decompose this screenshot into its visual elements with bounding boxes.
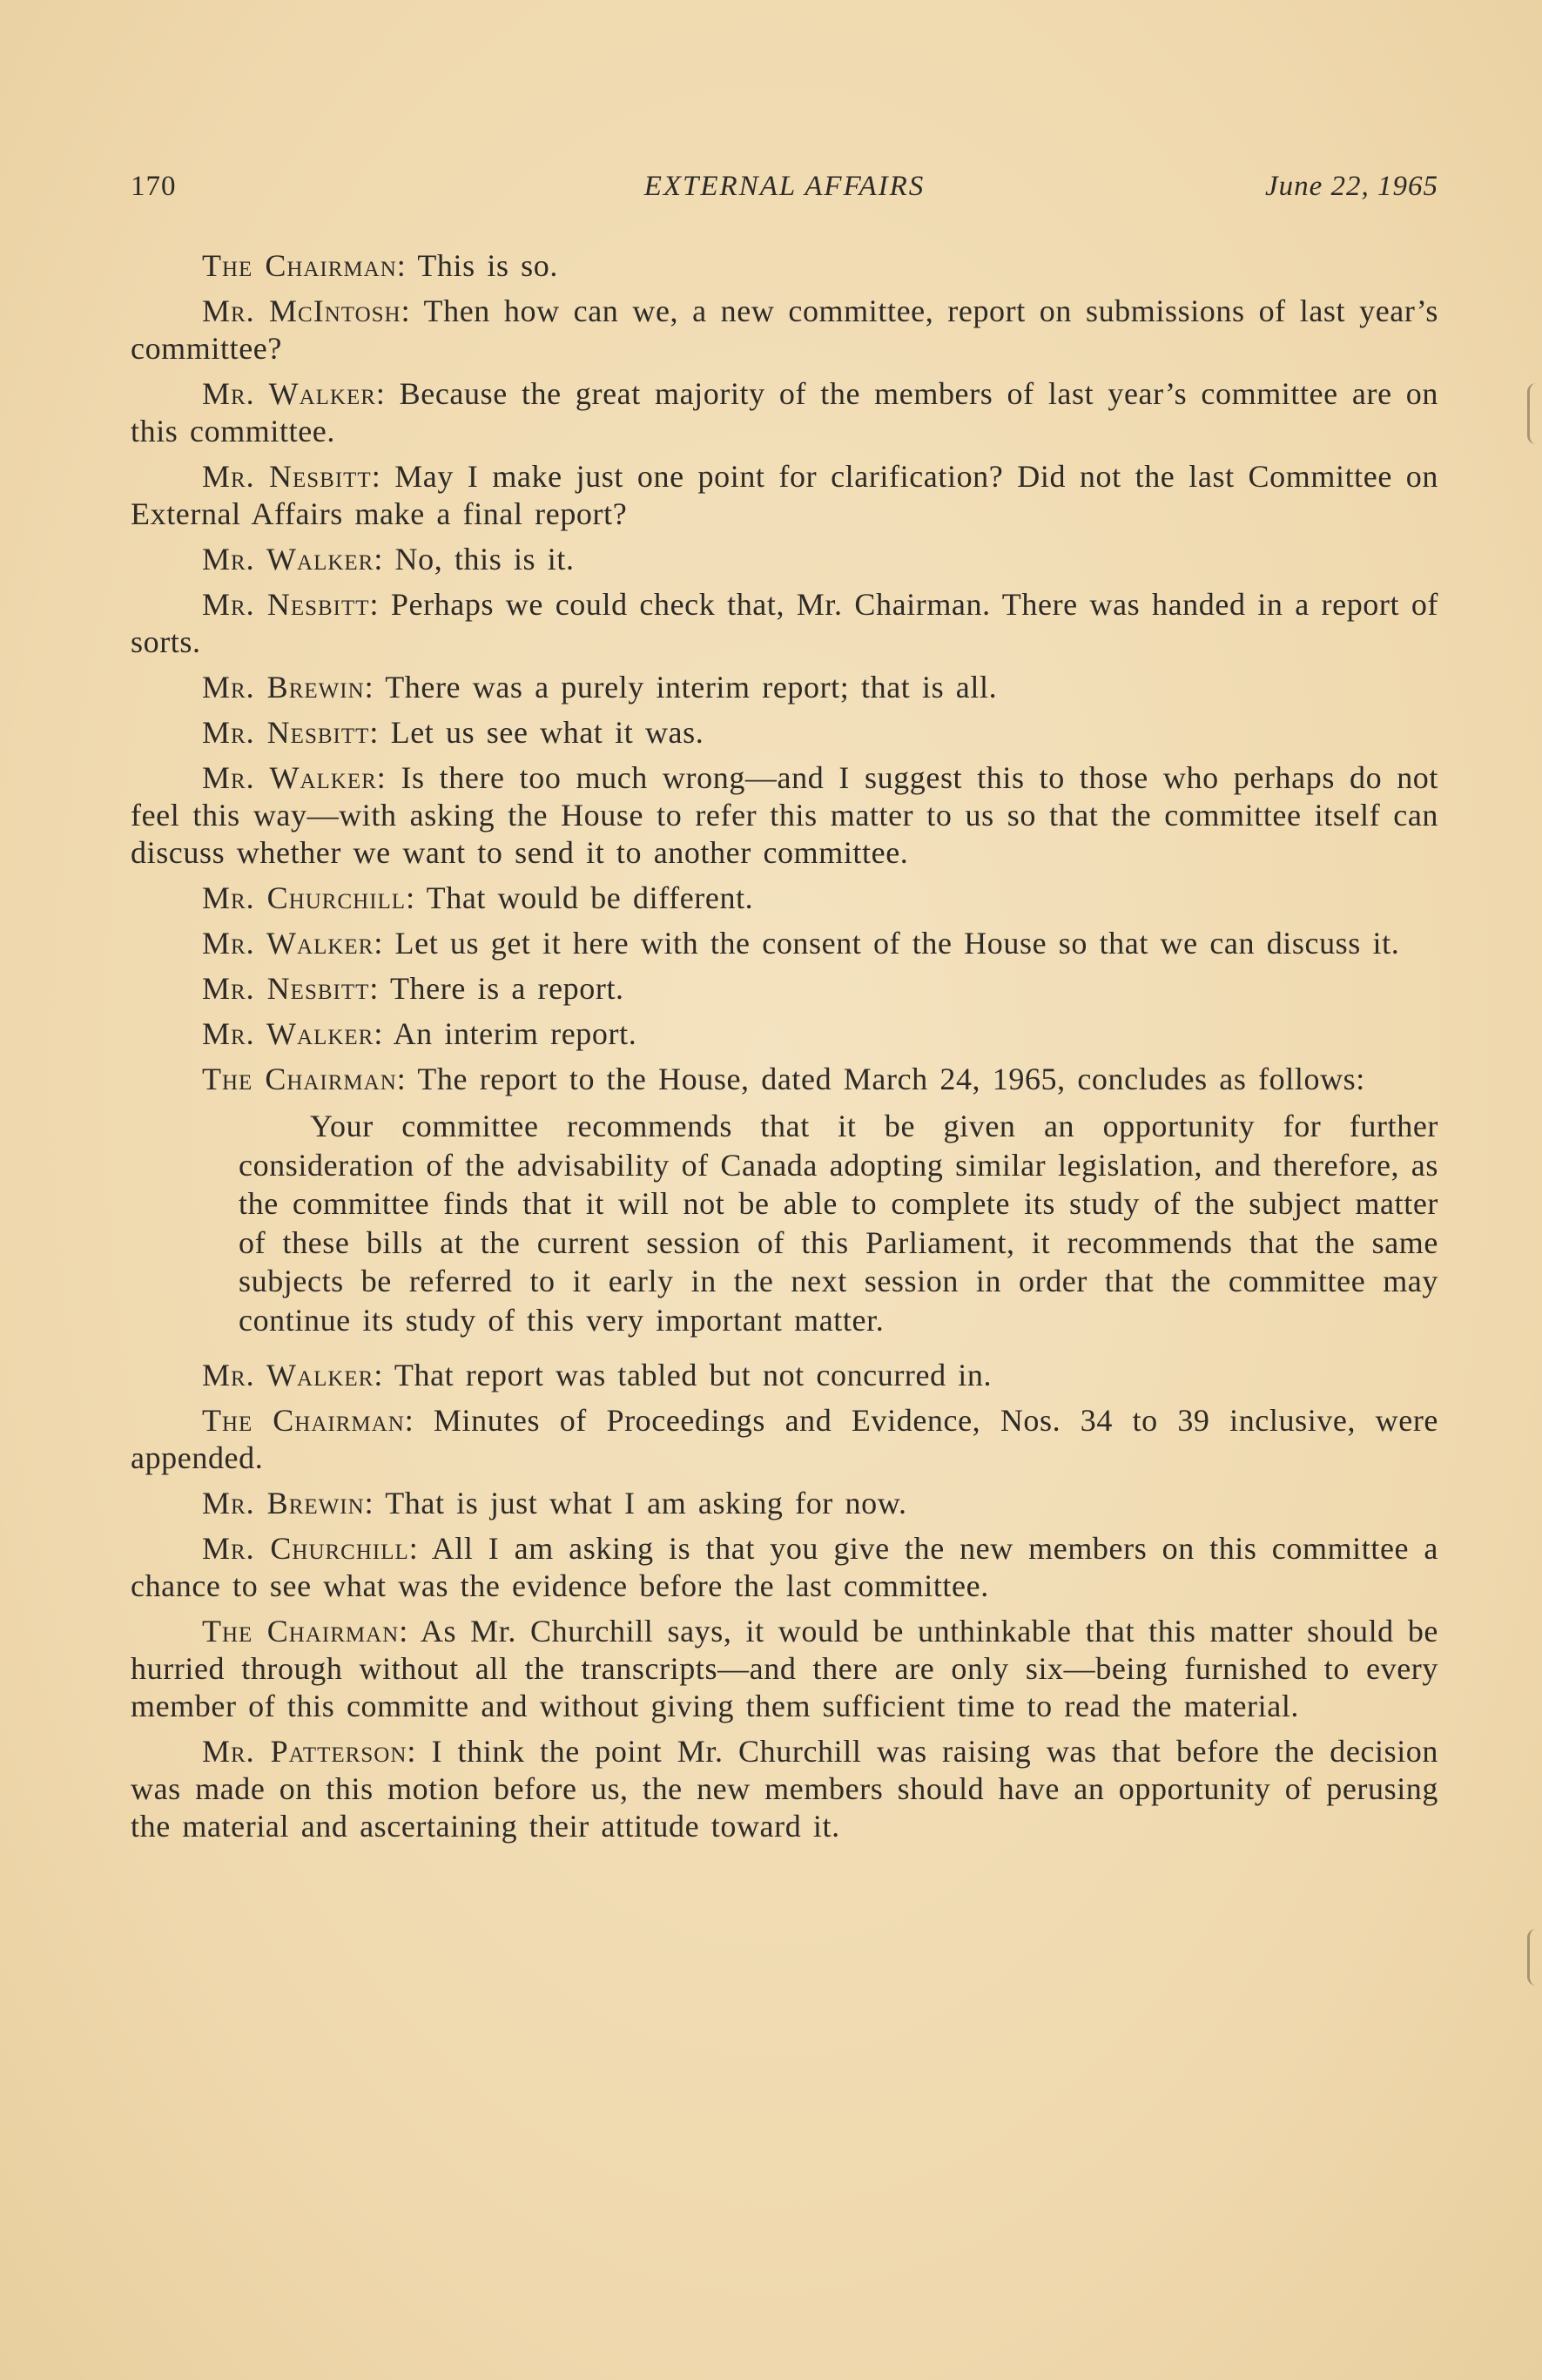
speech-paragraph: Mr. Nesbitt: Let us see what it was. (202, 715, 704, 750)
speech-paragraph: Mr. Nesbitt: May I make just one point for clarification? Did not the last Committee on External Affairs make a final report? (131, 459, 1439, 531)
speech-paragraph: The Chairman: The report to the House, dated March 24, 1965, concludes as follows: (202, 1062, 1365, 1096)
speech-paragraph: Mr. Nesbitt: Perhaps we could check that, Mr. Chairman. There was handed in a report of sorts. (131, 587, 1439, 659)
speech-paragraph: The Chairman: Minutes of Proceedings and Evidence, Nos. 34 to 39 inclusive, were appended. (131, 1403, 1438, 1475)
speech-text: That is just what I am asking for now. (385, 1486, 907, 1520)
speech-text: All I am asking is that you give the new members on this committee a chance to see what was the evidence before the last committee. (131, 1531, 1439, 1603)
speaker-name: Mr. Brewin (202, 670, 365, 705)
speech-paragraph: Mr. Brewin: That is just what I am asking for now. (202, 1486, 907, 1520)
speaker-name: Mr. Brewin (202, 1486, 365, 1520)
speech-text: Is there too much wrong—and I suggest this to those who perhaps do not feel this way—with asking the House to refer this matter to us so that the committee itself can discuss whether we want to send it to another committee. (131, 760, 1439, 870)
speaker-name: Mr. Walker (202, 1016, 374, 1051)
speech-paragraph: Mr. Walker: That report was tabled but not concurred in. (202, 1358, 993, 1392)
speaker-name: Mr. McIntosh (202, 293, 401, 328)
running-head (131, 171, 1438, 214)
speech-text: An interim report. (393, 1016, 637, 1051)
speech-text: Let us see what it was. (390, 715, 704, 750)
speaker-name: Mr. Patterson (202, 1734, 407, 1769)
page-number: 170 (131, 171, 177, 202)
speech-text: There was a purely interim report; that is all. (385, 670, 998, 705)
speaker-name: Mr. Churchill (202, 880, 407, 915)
speaker-name: Mr. Churchill (202, 1531, 409, 1566)
speaker-name: The Chairman (202, 248, 397, 283)
binding-mark-top (1527, 383, 1537, 444)
journal-title: EXTERNAL AFFAIRS (643, 171, 926, 202)
speech-text: Perhaps we could check that, Mr. Chairman. There was handed in a report of sorts. (131, 587, 1439, 659)
speech-text: As Mr. Churchill says, it would be unthinkable that this matter should be hurried through without all the transcripts—and there are only six—being furnished to every member of this committe and without giving them sufficient time to read the material. (131, 1614, 1439, 1723)
speech-paragraph: The Chairman: This is so. (202, 248, 558, 283)
transcript-after-quote (131, 1357, 1438, 1845)
speech-text: No, this is it. (394, 542, 575, 576)
speaker-name: Mr. Nesbitt (202, 459, 372, 494)
block-quote: Your committee recommends that it be given an opportunity for further consideration of the advisability of Canada adopting similar legislation, and therefore, as the committee finds that it will not be able to complete its study of the subject matter of these bills at the current session of this Parliament, it recommends that the same subjects be referred to it early in the next session in order that the committee may continue its study of this very important matter. (239, 1109, 1438, 1338)
speech-paragraph: Mr. Walker: Because the great majority of the members of last year’s committee are on this committee. (131, 376, 1439, 448)
speaker-name: Mr. Walker (202, 376, 376, 411)
speaker-name: Mr. Walker (202, 760, 377, 795)
speaker-name: Mr. Nesbitt (202, 971, 370, 1006)
speaker-name: Mr. Walker (202, 542, 374, 576)
speech-paragraph: Mr. Walker: Is there too much wrong—and I suggest this to those who perhaps do not feel this way—with asking the House to refer this matter to us so that the committee itself can discuss whether we want to send it to another committee. (131, 760, 1439, 870)
speech-text: The report to the House, dated March 24, 1965, concludes as follows: (417, 1062, 1365, 1096)
page-date: June 22, 1965 (1264, 171, 1438, 202)
speech-text: I think the point Mr. Churchill was raising was that before the decision was made on this motion before us, the new members should have an opportunity of perusing the material and ascertaining their attitude toward it. (131, 1734, 1439, 1844)
speech-paragraph: Mr. Churchill: All I am asking is that you give the new members on this committee a chance to see what was the evidence before the last committee. (131, 1531, 1439, 1603)
speech-text: Then how can we, a new committee, report on submissions of last year’s committee? (131, 293, 1438, 366)
speech-paragraph: Mr. Walker: An interim report. (202, 1016, 637, 1051)
speech-text: That would be different. (426, 880, 754, 915)
speech-paragraph: The Chairman: As Mr. Churchill says, it would be unthinkable that this matter should be hurried through without all the transcripts—and there are only six—being furnished to every member of this committe and without giving them sufficient time to read the material. (131, 1614, 1439, 1723)
speech-paragraph: Mr. Walker: No, this is it. (202, 542, 575, 576)
speech-text: Minutes of Proceedings and Evidence, Nos. 34 to 39 inclusive, were appended. (131, 1403, 1438, 1475)
speaker-name: Mr. Walker (202, 926, 374, 961)
speech-text: This is so. (417, 248, 558, 283)
speaker-name: Mr. Nesbitt (202, 715, 370, 750)
speech-paragraph: Mr. Patterson: I think the point Mr. Churchill was raising was that before the decision was made on this motion before us, the new members should have an opportunity of perusing the material and ascertaining their attitude toward it. (131, 1734, 1439, 1844)
speech-text: Because the great majority of the members of last year’s committee are on this committee. (131, 376, 1439, 448)
speech-text: Let us get it here with the consent of the House so that we can discuss it. (394, 926, 1400, 961)
document-page (131, 171, 1438, 1853)
document-body (131, 247, 1438, 1845)
speaker-name: The Chairman (202, 1403, 405, 1438)
speaker-name: Mr. Walker (202, 1358, 374, 1392)
speech-paragraph: Mr. Brewin: There was a purely interim report; that is all. (202, 670, 998, 705)
speech-paragraph: Mr. McIntosh: Then how can we, a new committee, report on submissions of last year’s committee? (131, 293, 1438, 366)
speaker-name: The Chairman (202, 1614, 400, 1648)
speaker-name: The Chairman (202, 1062, 397, 1096)
speech-text: There is a report. (389, 971, 624, 1006)
speech-paragraph: Mr. Churchill: That would be different. (202, 880, 754, 915)
speaker-name: Mr. Nesbitt (202, 587, 370, 622)
speech-text: May I make just one point for clarification? Did not the last Committee on External Affairs make a final report? (131, 459, 1439, 531)
speech-paragraph: Mr. Nesbitt: There is a report. (202, 971, 624, 1006)
speech-text: That report was tabled but not concurred in. (394, 1358, 993, 1392)
transcript-before-quote (131, 247, 1438, 1098)
binding-mark-bottom (1527, 1929, 1537, 1986)
speech-paragraph: Mr. Walker: Let us get it here with the consent of the House so that we can discuss it. (202, 926, 1400, 961)
